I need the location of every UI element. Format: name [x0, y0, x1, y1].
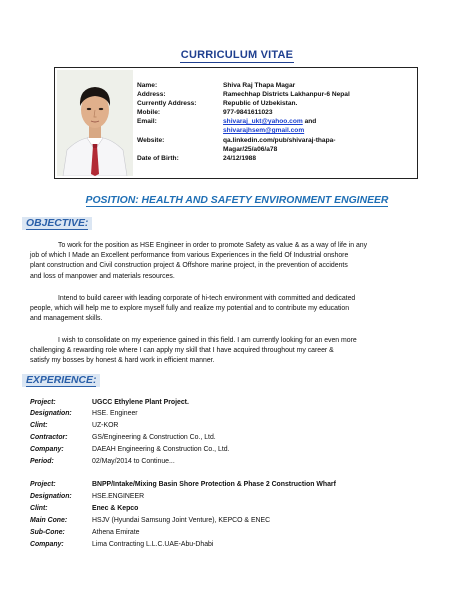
info-value: Shiva Raj Thapa Magar — [223, 82, 296, 89]
info-label: Mobile: — [137, 109, 161, 116]
exp-label: Project: — [30, 399, 56, 406]
document-title: CURRICULUM VITAE — [180, 49, 294, 61]
text-line: I wish to consolidate on my experience gained in this field. I am currently looking for an even more — [58, 337, 357, 344]
info-label: Date of Birth: — [137, 155, 179, 162]
text-line: challenging & rewarding role where I can apply my skill that I have acquired throughout my career & — [30, 347, 334, 355]
exp-value: Lima Contracting L.L.C.UAE-Abu-Dhabi — [92, 541, 214, 548]
exp-label: Designation: — [30, 493, 72, 500]
profile-photo — [57, 70, 133, 176]
info-label: Currently Address: — [137, 100, 197, 107]
exp-label: Sub-Cone: — [30, 529, 65, 536]
position-heading: POSITION: HEALTH AND SAFETY ENVIRONMENT ENGINEER — [85, 195, 389, 206]
objective-paragraph-2 — [30, 294, 446, 325]
text-line: Intend to build career with leading corporate of hi-tech environment with committed and dedicated — [58, 295, 356, 302]
exp-value: UGCC Ethylene Plant Project. — [92, 399, 189, 406]
exp-label: Company: — [30, 446, 64, 453]
objective-paragraph-3 — [30, 336, 446, 367]
info-value: 977-9841611023 — [223, 109, 273, 116]
info-label: Website: — [137, 137, 165, 144]
email-link-gmail[interactable]: shivarajhsem@gmail.com — [223, 127, 305, 134]
portrait-image — [57, 70, 133, 176]
info-value: 24/12/1988 — [223, 155, 257, 162]
exp-value: UZ-KOR — [92, 422, 119, 429]
text-line: plant construction and Civil construction project & Offshore marine project, in the prevention of accidents — [30, 262, 348, 270]
exp-value: 02/May/2014 to Continue... — [92, 458, 175, 465]
exp-label: Period: — [30, 458, 54, 465]
text-line: and loss of manpower and materials resources. — [30, 272, 175, 280]
objective-heading: OBJECTIVE: — [22, 217, 92, 230]
exp-value: HSE. Engineer — [92, 410, 138, 417]
exp-value: Enec & Kepco — [92, 505, 139, 512]
exp-label: Designation: — [30, 410, 72, 417]
website-link[interactable]: qa.linkedin.com/pub/shivaraj-thapa- — [223, 137, 336, 144]
exp-label: Project: — [30, 481, 56, 488]
info-label: Email: — [137, 118, 157, 125]
text-line: satisfy my bosses by honest & hard work in efficient manner. — [30, 357, 215, 365]
exp-value: HSJV (Hyundai Samsung Joint Venture), KEPCO & ENEC — [92, 517, 271, 524]
info-value — [223, 127, 304, 135]
exp-value: Athena Emirate — [92, 529, 140, 536]
info-label: Address: — [137, 91, 166, 98]
text-line: job of which I Made an Excellent performance from various Experiences in the field Of Industrial onshore — [30, 252, 349, 260]
email-suffix: and — [302, 118, 317, 125]
text-line: To work for the position as HSE Engineer in order to promote Safety as value & as a way of life in any — [58, 242, 368, 249]
exp-value: DAEAH Engineering & Construction Co., Ltd. — [92, 446, 230, 453]
exp-label: Company: — [30, 541, 64, 548]
exp-value: GS/Engineering & Construction Co., Ltd. — [92, 434, 216, 441]
website-link-continued[interactable]: Magar/25/a06/a78 — [223, 146, 278, 153]
exp-value: BNPP/Intake/Mixing Basin Shore Protection & Phase 2 Construction Wharf — [92, 481, 336, 488]
exp-label: Main Cone: — [30, 517, 68, 524]
info-value: Ramechhap Districts Lakhanpur-6 Nepal — [223, 91, 350, 98]
info-value: Republic of Uzbekistan. — [223, 100, 298, 107]
info-label: Name: — [137, 82, 158, 89]
exp-label: Clint: — [30, 422, 48, 429]
objective-paragraph-1 — [30, 241, 446, 282]
experience-heading: EXPERIENCE: — [22, 374, 100, 387]
personal-info-box — [54, 67, 418, 179]
info-value — [223, 118, 316, 126]
email-link-yahoo[interactable]: shivaraj_ukt@yahoo.com — [223, 118, 303, 125]
exp-label: Clint: — [30, 505, 48, 512]
text-line: people, which will help me to explore myself fully and realize my potential and to contribute my education — [30, 305, 350, 313]
exp-value: HSE.ENGINEER — [92, 493, 145, 500]
text-line: and management skills. — [30, 315, 103, 323]
exp-label: Contractor: — [30, 434, 68, 441]
